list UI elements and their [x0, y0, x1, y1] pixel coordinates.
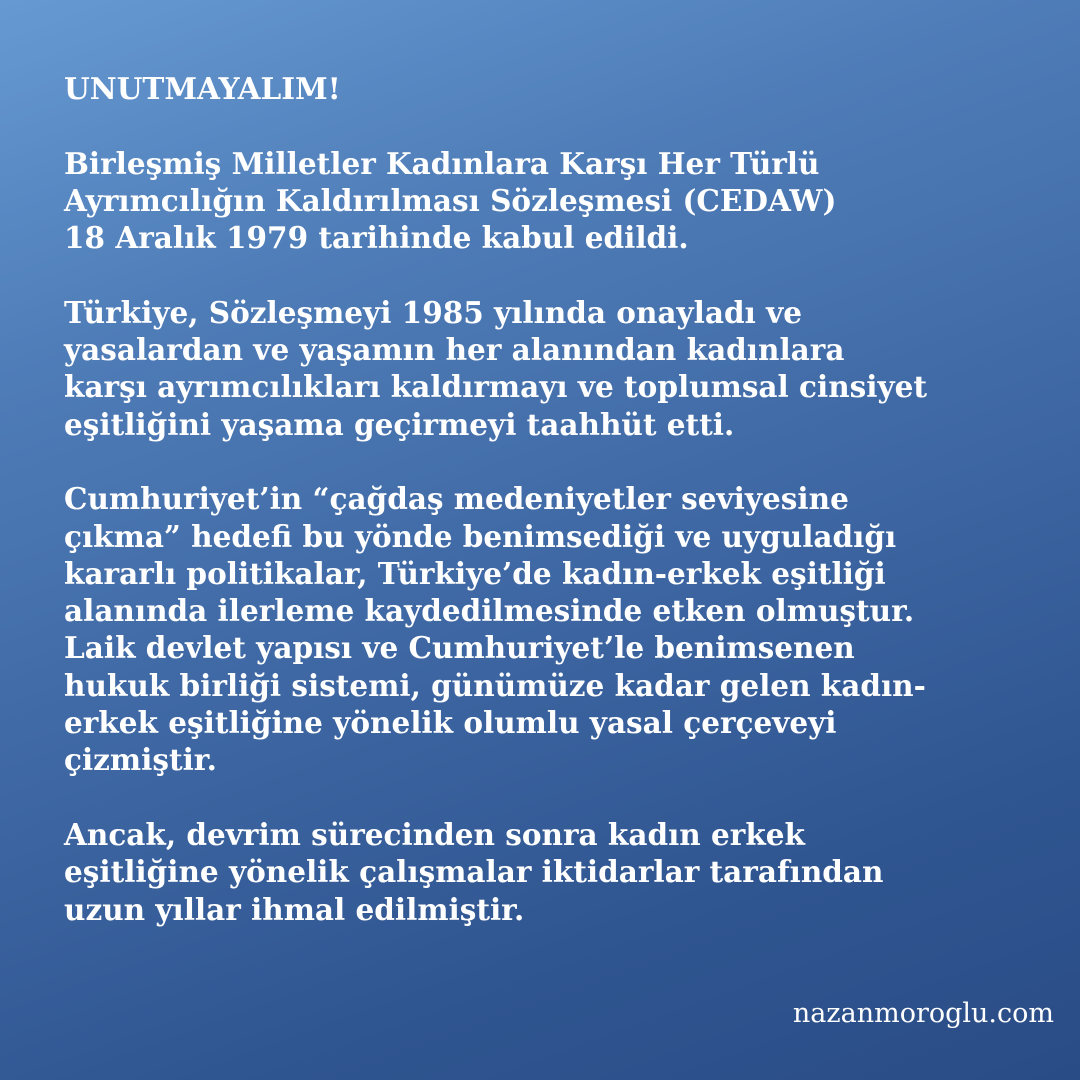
paragraph-neglect	[64, 816, 1054, 928]
paragraph-turkey-ratification	[64, 294, 1054, 443]
paragraph-line: kararlı politikalar, Türkiye’de kadın-erkek eşitliği	[64, 555, 886, 591]
website-link[interactable]: nazanmoroglu.com	[792, 998, 1054, 1029]
paragraph-line: Ancak, devrim sürecinden sonra kadın erkek	[64, 816, 805, 852]
paragraph-line: yasalardan ve yaşamın her alanından kadınlara	[64, 332, 845, 368]
paragraph-line: Ayrımcılığın Kaldırılması Sözleşmesi (CEDAW)	[64, 182, 837, 218]
paragraph-line: karşı ayrımcılıkları kaldırmayı ve toplumsal cinsiyet	[64, 369, 927, 405]
paragraph-line: Türkiye, Sözleşmeyi 1985 yılında onayladı ve	[64, 294, 802, 330]
paragraph-line: alanında ilerleme kaydedilmesinde etken olmuştur.	[64, 593, 915, 629]
paragraph-line: uzun yıllar ihmal edilmiştir.	[64, 891, 525, 927]
paragraph-line: çizmiştir.	[64, 742, 217, 778]
heading	[64, 70, 1054, 107]
paragraph-line: çıkma” hedefi bu yönde benimsediği ve uyguladığı	[64, 518, 897, 554]
paragraph-line: Cumhuriyet’in “çağdaş medeniyetler seviyesine	[64, 481, 849, 517]
paragraph-line: hukuk birliği sistemi, günümüze kadar gelen kadın-	[64, 667, 926, 703]
paragraph-line: eşitliğini yaşama geçirmeyi taahhüt etti.	[64, 406, 735, 442]
post-content	[64, 70, 1054, 965]
paragraph-line: eşitliğine yönelik çalışmalar iktidarlar tarafından	[64, 854, 884, 890]
paragraph-line: Laik devlet yapısı ve Cumhuriyet’le benimsenen	[64, 630, 855, 666]
paragraph-line: Birleşmiş Milletler Kadınlara Karşı Her Türlü	[64, 145, 820, 181]
heading-text: UNUTMAYALIM!	[64, 71, 341, 106]
paragraph-line: 18 Aralık 1979 tarihinde kabul edildi.	[64, 220, 689, 256]
paragraph-line: erkek eşitliğine yönelik olumlu yasal çerçeveyi	[64, 705, 837, 741]
paragraph-republic	[64, 480, 1054, 778]
paragraph-cedaw	[64, 145, 1054, 257]
